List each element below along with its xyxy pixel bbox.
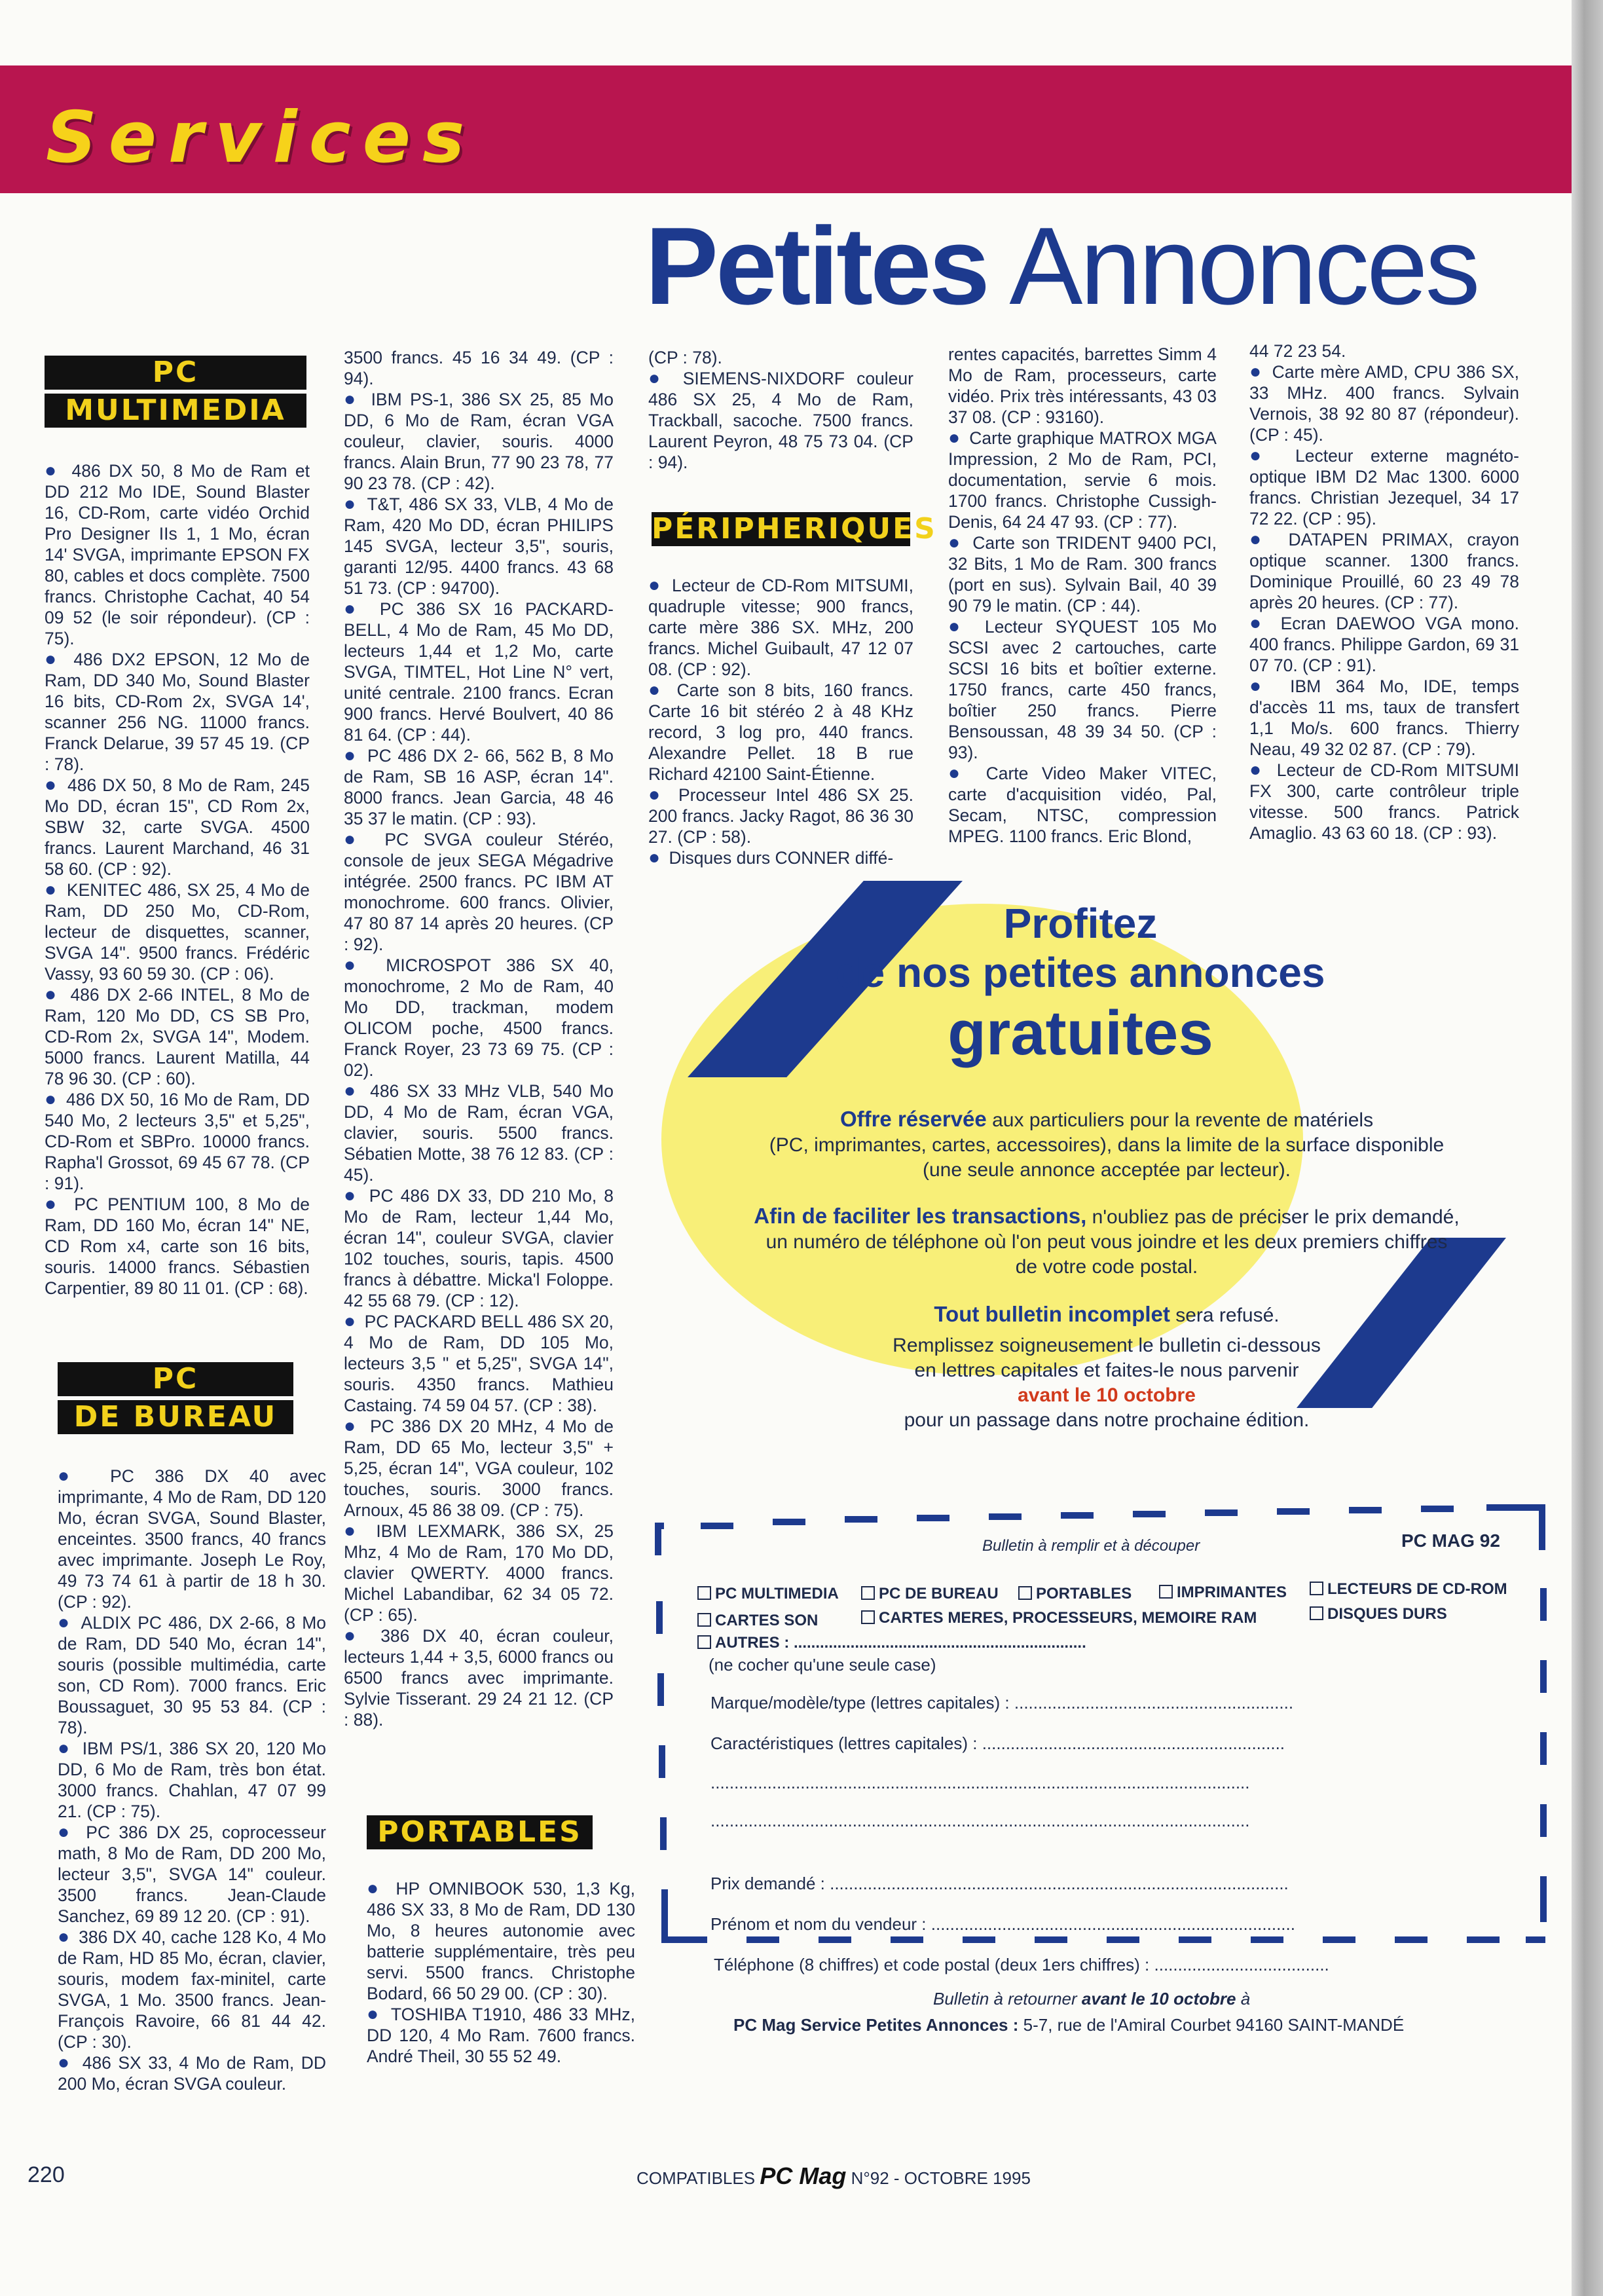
bullet-icon: ● — [58, 1926, 70, 1948]
ad-item: ● KENITEC 486, SX 25, 4 Mo de Ram, DD 250 Mo, CD-Rom, lecteur de disquettes, scanner, SVGA 14". 9500 francs. Frédéric Vassy, 93 60 59 30. (CP : 06). — [45, 879, 310, 984]
ad-item-continued: (CP : 78). — [648, 348, 722, 367]
ad-item: ● Carte son 8 bits, 160 francs. Carte 16 bit stéréo 2 à 48 KHz record, 3 log pro, 440 francs. Alexandre Pellet. 18 B rue Richard 42100 Saint-Étienne. — [648, 679, 913, 784]
field-caracteristiques-line2[interactable]: .................................................................................................................. — [710, 1773, 1250, 1792]
bullet-icon: ● — [648, 847, 661, 868]
checkbox-icon[interactable] — [1310, 1606, 1323, 1620]
coupon-border — [661, 1936, 707, 1943]
page-spine — [1572, 0, 1603, 2296]
coupon-border — [1526, 1936, 1545, 1943]
coupon-border — [660, 1817, 667, 1850]
bullet-icon: ● — [1249, 445, 1274, 466]
bullet-icon: ● — [58, 1465, 86, 1487]
bullet-icon: ● — [45, 879, 58, 900]
coupon-border — [1035, 1936, 1067, 1943]
bullet-icon: ● — [45, 648, 61, 670]
coupon-border — [1539, 1504, 1545, 1550]
bullet-icon: ● — [367, 1878, 383, 1899]
coupon-border — [1421, 1506, 1454, 1512]
ad-item: ● Lecteur de CD-Rom MITSUMI FX 300, carte contrôleur triple vitesse. 500 francs. Patrick Amaglio. 43 63 60 18. (CP : 93). — [1249, 759, 1519, 843]
coupon-border — [656, 1601, 663, 1634]
bullet-icon: ● — [344, 493, 358, 515]
ad-item: ● SIEMENS-NIXDORF couleur 486 SX 25, 4 Mo de Ram, Trackball, sacoche. 7500 francs. Laurent Peyron, 48 75 73 04. (CP : 94). — [648, 367, 913, 472]
checkbox-disques[interactable]: DISQUES DURS — [1310, 1605, 1447, 1623]
bullet-icon: ● — [344, 745, 358, 766]
bullet-icon: ● — [344, 1080, 359, 1102]
ad-item: ● PC PENTIUM 100, 8 Mo de Ram, DD 160 Mo, écran 14" NE, CD Rom x4, carte son 16 bits, souris. 14000 francs. Sébastien Carpentier, 89 80 11 01. (CP : 68). — [45, 1193, 310, 1298]
coupon-border — [1349, 1507, 1382, 1513]
column-5-peripheriques — [1249, 341, 1519, 843]
category-header-portables: PORTABLES — [367, 1815, 593, 1853]
ad-item: ● MICROSPOT 386 SX 40, monochrome, 2 Mo de Ram, 40 Mo DD, trackman, modem OLICOM poche, 4500 francs. Franck Royer, 23 73 69 75. (CP : 02). — [344, 954, 614, 1080]
bullet-icon: ● — [648, 784, 665, 805]
coupon-border — [963, 1936, 995, 1943]
coupon-border — [1540, 1732, 1547, 1765]
promo-headline-1: Profitez — [1003, 900, 1158, 947]
bullet-icon: ● — [648, 367, 667, 389]
checkbox-icon[interactable] — [697, 1613, 711, 1627]
field-telephone[interactable]: Téléphone (8 chiffres) et code postal (deux 1ers chiffres) : ..................................... — [714, 1955, 1329, 1974]
column-2-bureau-cont — [344, 347, 614, 1730]
coupon-border — [1277, 1508, 1310, 1515]
promo-headline-3: gratuites — [948, 998, 1213, 1068]
bullet-icon: ● — [45, 1193, 61, 1215]
ad-item: ● Carte mère AMD, CPU 386 SX, 33 MHz. 400 francs. Sylvain Vernois, 38 92 80 87 (répondeur). (CP : 45). — [1249, 361, 1519, 445]
column-1-bureau — [58, 1466, 326, 2094]
bullet-icon: ● — [344, 1310, 356, 1332]
ad-item: ● PC 486 DX 33, DD 210 Mo, 8 Mo de Ram, lecteur 1,44 Mo, écran 14", couleur SVGA, clavier 102 touches, souris, tapis. 4500 francs à débattre. Micka'l Foloppe. 42 55 68 79. (CP : 12). — [344, 1185, 614, 1310]
ad-item: ● IBM LEXMARK, 386 SX, 25 Mhz, 4 Mo de Ram, 170 Mo DD, clavier QWERTY. 4000 francs. Michel Labandibar, 62 34 05 72. (CP : 65). — [344, 1520, 614, 1625]
ad-item: ● TOSHIBA T1910, 486 33 MHz, DD 120, 4 Mo Ram. 7600 francs. André Theil, 30 55 52 49. — [367, 2003, 636, 2066]
column-4-peripheriques — [948, 344, 1217, 847]
coupon-border — [1467, 1936, 1500, 1943]
checkbox-icon[interactable] — [861, 1610, 875, 1624]
magazine-logo: PC Mag — [760, 2162, 847, 2189]
coupon-border — [1540, 1660, 1547, 1693]
coupon-border — [989, 1513, 1022, 1520]
coupon-border — [1061, 1512, 1094, 1519]
bullet-icon: ● — [45, 984, 60, 1005]
coupon-border — [917, 1515, 949, 1521]
bullet-icon: ● — [58, 2052, 72, 2073]
ad-item: ● PC 486 DX 2- 66, 562 B, 8 Mo de Ram, SB 16 ASP, écran 14". 8000 francs. Jean Garcia, 48 46 35 37 le matin. (CP : 93). — [344, 745, 614, 828]
field-vendeur[interactable]: Prénom et nom du vendeur : ............................................................................. — [710, 1914, 1295, 1934]
ad-item: ● Lecteur de CD-Rom MITSUMI, quadruple vitesse; 900 francs, carte mère 386 SX. MHz, 200 francs. Michel Guibault, 47 12 07 08. (CP : 92). — [648, 574, 913, 679]
ad-item: ● Processeur Intel 486 SX 25. 200 francs. Jacky Ragot, 86 36 30 27. (CP : 58). — [648, 784, 913, 847]
coupon-border — [657, 1673, 664, 1706]
checkbox-multimedia[interactable]: PC MULTIMEDIA — [697, 1585, 839, 1603]
bullet-icon: ● — [648, 574, 662, 596]
promo-incomplete-text: Tout bulletin incomplet sera refusé. — [934, 1302, 1280, 1326]
promo-instructions-text: Remplissez soigneusement le bulletin ci-dessous en lettres capitales et faites-le nous parvenir avant le 10 octobre pour un passage dans notre prochaine édition. — [893, 1335, 1321, 1431]
checkbox-autres[interactable]: AUTRES : ................................................................... — [697, 1634, 1086, 1652]
ad-item: ● IBM PS/1, 386 SX 20, 120 Mo DD, 6 Mo de Ram, très bon état. 3000 francs. Chahlan, 47 07 99 21. (CP : 75). — [58, 1737, 326, 1821]
promo-deadline: avant le 10 octobre — [1018, 1384, 1196, 1406]
ad-item: ● 486 SX 33, 4 Mo de Ram, DD 200 Mo, écran SVGA couleur. — [58, 2052, 326, 2094]
category-header-multimedia: PC MULTIMEDIA — [45, 356, 306, 432]
title-word-annonces: Annonces — [1009, 204, 1478, 327]
coupon-address: PC Mag Service Petites Annonces : 5-7, rue de l'Amiral Courbet 94160 SAINT-MANDÉ — [733, 2015, 1405, 2035]
column-1-multimedia — [45, 460, 310, 1299]
bullet-icon: ● — [45, 1088, 57, 1110]
checkbox-icon[interactable] — [1310, 1582, 1323, 1595]
category-header-peripheriques: PÉRIPHERIQUES — [652, 512, 937, 546]
ad-item: ● PC 386 SX 16 PACKARD-BELL, 4 Mo de Ram, 45 Mo DD, lecteurs 1,44 et 1,2 Mo, carte SVGA, TIMTEL, Hot Line N° vert, unité centrale. 2100 francs. Ecran 900 francs. Hervé Boulvert, 40 86 81 64. (CP : 44). — [344, 598, 614, 745]
bullet-icon: ● — [1249, 612, 1267, 634]
coupon-border — [1540, 1804, 1547, 1837]
ad-item: ● 486 DX 50, 16 Mo de Ram, DD 540 Mo, 2 lecteurs 3,5" et 5,25", CD-Rom et SBPro. 10000 francs. Rapha'l Grossot, 69 45 67 78. (CP : 91). — [45, 1088, 310, 1193]
bullet-icon: ● — [58, 1821, 74, 1843]
title-word-petites: Petites — [645, 204, 987, 327]
ad-item: ● Carte son TRIDENT 9400 PCI, 32 Bits, 1 Mo de Ram. 300 francs (port en sus). Sylvain Bail, 40 39 90 79 le matin. (CP : 44). — [948, 532, 1217, 616]
bullet-icon: ● — [45, 774, 58, 796]
bullet-icon: ● — [344, 1625, 364, 1646]
field-caracteristiques-line3[interactable]: .................................................................................................................. — [710, 1811, 1250, 1830]
ad-item: ● PC 386 DX 25, coprocesseur math, 8 Mo de Ram, DD 200 Mo, lecteur 3,5", SVGA 14" couleur. 3500 francs. Jean-Claude Sanchez, 69 89 12 20. (CP : 91). — [58, 1821, 326, 1926]
page-title — [645, 203, 1478, 329]
coupon-border — [1323, 1936, 1355, 1943]
bullet-icon: ● — [1249, 759, 1265, 781]
coupon-note: (ne cocher qu'une seule case) — [709, 1655, 936, 1675]
checkbox-cartes-son[interactable]: CARTES SON — [697, 1612, 818, 1630]
ad-item: ● Lecteur externe magnéto-optique IBM D2 Mac 1300. 6000 francs. Christian Jezequel, 34 17 72 22. (CP : 95). — [1249, 445, 1519, 528]
ad-item: ● IBM 364 Mo, IDE, temps d'accès 11 ms, taux de transfert 1,1 Mo/s. 600 francs. Thierry Neau, 49 32 02 87. (CP : 79). — [1249, 675, 1519, 759]
coupon-brand: PC MAG 92 — [1401, 1530, 1500, 1551]
ad-item: ● Disques durs CONNER diffé- — [648, 847, 894, 868]
ad-item: ● 386 DX 40, cache 128 Ko, 4 Mo de Ram, HD 85 Mo, écran, clavier, souris, modem fax-minitel, carte SVGA, 1 Mo. 3500 francs. Jean-François Ravoire, 66 81 44 42. (CP : 30). — [58, 1926, 326, 2052]
bullet-icon: ● — [344, 828, 366, 850]
bullet-icon: ● — [344, 388, 359, 410]
coupon-border — [1133, 1511, 1166, 1517]
coupon-border — [845, 1516, 877, 1523]
ad-item: ● 386 DX 40, écran couleur, lecteurs 1,44 + 3,5, 6000 francs ou 6500 francs avec imprimante. Sylvie Tisserant. 29 24 21 12. (CP : 88). — [344, 1625, 614, 1730]
bullet-icon: ● — [948, 762, 969, 784]
coupon-border — [1540, 1588, 1547, 1621]
checkbox-icon[interactable] — [697, 1635, 711, 1649]
coupon-border — [1179, 1936, 1211, 1943]
ad-item: ● PC PACKARD BELL 486 SX 20, 4 Mo de Ram, DD 105 Mo, lecteurs 3,5 " et 5,25", SVGA 14", souris. 4350 francs. Mathieu Castaing. 74 59 04 57. (CP : 38). — [344, 1310, 614, 1415]
category-header-bureau: PC DE BUREAU — [58, 1362, 293, 1438]
bullet-icon: ● — [58, 1737, 72, 1759]
ad-item: ● Carte Video Maker VITEC, carte d'acquisition vidéo, Pal, Secam, NTSC, compression MPEG. 1100 francs. Eric Blond, — [948, 762, 1217, 846]
checkbox-imprimantes[interactable]: IMPRIMANTES — [1159, 1583, 1287, 1602]
ad-item: ● PC 386 DX 40 avec imprimante, 4 Mo de Ram, DD 120 Mo, écran SVGA, Sound Blaster, enceintes. 3500 francs, 40 francs avec imprimante. Joseph Le Roy, 49 73 74 61 à partir de 18 h 30. (CP : 92). — [58, 1465, 326, 1612]
bullet-icon: ● — [344, 1520, 362, 1542]
bullet-icon: ● — [948, 532, 962, 553]
ad-item: ● 486 DX 50, 8 Mo de Ram, 245 Mo DD, écran 15", CD Rom 2x, SBW 32, carte SVGA. 4500 francs. Laurent Marchand, 46 31 58 60. (CP : 92). — [45, 774, 310, 879]
promo-transaction-text: Afin de faciliter les transactions, n'oubliez pas de préciser le prix demandé, un numéro de téléphone où l'on peut vous joindre et les deux premiers chiffres de votre code postal. — [754, 1204, 1460, 1278]
bullet-icon: ● — [344, 954, 367, 976]
coupon-border — [1540, 1876, 1547, 1922]
coupon-border — [1107, 1936, 1139, 1943]
ad-item: ● IBM PS-1, 386 SX 25, 85 Mo DD, 6 Mo de Ram, écran VGA couleur, clavier, souris. 4000 francs. Alain Brun, 77 90 23 78, 77 90 23 78. (CP : 42). — [344, 388, 614, 493]
field-caracteristiques[interactable]: Caractéristiques (lettres capitales) : ................................................................ — [710, 1733, 1285, 1753]
ad-item: ● Carte graphique MATROX MGA Impression, 2 Mo de Ram, PCI, documentation, servie 6 mois. 1700 francs. Christophe Cussigh-Denis, 64 24 47 93. (CP : 77). — [948, 427, 1217, 532]
ad-item: ● PC 386 DX 20 MHz, 4 Mo de Ram, DD 65 Mo, lecteur 3,5" + 5,25, écran 14", VGA couleur, 102 touches, souris. 3000 francs. Arnoux, 45 86 38 09. (CP : 75). — [344, 1415, 614, 1520]
ad-item: ● T&T, 486 SX 33, VLB, 4 Mo de Ram, 420 Mo DD, écran PHILIPS 145 SVGA, lecteur 3,5", souris, garanti 12/95. 4400 francs. 43 68 51 73. (CP : 94700). — [344, 493, 614, 598]
bullet-icon: ● — [367, 2003, 381, 2025]
order-coupon — [655, 1503, 1549, 1974]
field-prix[interactable]: Prix demandé : ................................................................................................. — [710, 1874, 1289, 1893]
bullet-icon: ● — [1249, 361, 1262, 382]
field-marque[interactable]: Marque/modèle/type (lettres capitales) : ........................................................... — [710, 1693, 1294, 1713]
coupon-border — [1251, 1936, 1283, 1943]
ad-item: ● DATAPEN PRIMAX, crayon optique scanner. 1300 francs. Dominique Prouillé, 60 23 49 78 après 20 heures. (CP : 77). — [1249, 528, 1519, 612]
coupon-border — [891, 1936, 923, 1943]
ad-item: ● 486 DX 50, 8 Mo de Ram et DD 212 Mo IDE, Sound Blaster 16, CD-Rom, carte vidéo Orchid Pro Designer IIs 1, 1 Mo, écran 14' SVGA, imprimante EPSON FX 80, cables et docs complète. 7500 francs. Christophe Cachat, 40 54 09 52 (le soir répondeur). (CP : 75). — [45, 460, 310, 648]
coupon-title: Bulletin à remplir et à découper — [982, 1537, 1200, 1555]
column-3-portables-cont — [648, 347, 913, 473]
bullet-icon: ● — [58, 1612, 71, 1633]
checkbox-bureau[interactable]: PC DE BUREAU — [861, 1585, 999, 1603]
coupon-return-line: Bulletin à retourner avant le 10 octobre à — [933, 1989, 1251, 2009]
promo-headline-2: de nos petites annonces — [836, 949, 1325, 996]
bullet-icon: ● — [344, 1415, 359, 1437]
checkbox-icon[interactable] — [1018, 1586, 1032, 1600]
promo-offer-text: Offre réservée aux particuliers pour la revente de matériels (PC, imprimantes, cartes, accessoires), dans la limite de la surface disponible (une seule annonce acceptée par lecteur). — [769, 1107, 1445, 1181]
bullet-icon: ● — [948, 616, 968, 637]
bullet-icon: ● — [1249, 528, 1271, 550]
coupon-border — [655, 1523, 661, 1555]
ad-item-continued: 44 72 23 54. — [1249, 341, 1346, 361]
bullet-icon: ● — [45, 460, 60, 481]
bullet-icon: ● — [344, 1185, 358, 1206]
ad-item: ● Ecran DAEWOO VGA mono. 400 francs. Philippe Gardon, 69 31 07 70. (CP : 91). — [1249, 612, 1519, 675]
bullet-icon: ● — [344, 598, 363, 620]
checkbox-icon[interactable] — [861, 1586, 875, 1600]
checkbox-icon[interactable] — [1159, 1585, 1173, 1599]
checkbox-cartes-meres[interactable]: CARTES MERES, PROCESSEURS, MEMOIRE RAM — [861, 1609, 1257, 1627]
ad-item: ● 486 DX2 EPSON, 12 Mo de Ram, DD 340 Mo, Sound Blaster 16 bits, CD-Rom 2x, SVGA 14', scanner 256 NG. 11000 francs. Franck Delarue, 39 57 45 19. (CP : 78). — [45, 648, 310, 774]
coupon-border — [659, 1745, 665, 1778]
coupon-border — [773, 1519, 805, 1525]
column-2-portables — [367, 1878, 635, 2067]
checkbox-icon[interactable] — [697, 1586, 711, 1600]
coupon-border — [701, 1523, 733, 1529]
coupon-border — [819, 1936, 851, 1943]
bullet-icon: ● — [1249, 675, 1272, 697]
coupon-border — [746, 1936, 779, 1943]
ad-item: ● 486 DX 2-66 INTEL, 8 Mo de Ram, 120 Mo DD, CS SB Pro, CD-Rom 2x, SVGA 14", Modem. 5000 francs. Laurent Matilla, 44 78 96 30. (CP : 60). — [45, 984, 310, 1088]
coupon-border — [1486, 1504, 1545, 1511]
column-3-peripheriques — [648, 575, 913, 868]
ad-item: ● 486 SX 33 MHz VLB, 540 Mo DD, 4 Mo de Ram, écran VGA, clavier, souris. 5500 francs. Sébatien Motte, 38 76 12 83. (CP : 45). — [344, 1080, 614, 1185]
ad-item-continued: rentes capacités, barrettes Simm 4 Mo de Ram, processeurs, carte vidéo. Prix très intéressants, 43 03 37 08. (CP : 93160). — [948, 344, 1217, 427]
page-number: 220 — [28, 2162, 65, 2187]
coupon-border — [1395, 1936, 1428, 1943]
coupon-border — [1205, 1509, 1238, 1516]
bullet-icon: ● — [648, 679, 665, 701]
footer-magazine-credit: COMPATIBLES PC Mag N°92 - OCTOBRE 1995 — [636, 2162, 1031, 2189]
checkbox-portables[interactable]: PORTABLES — [1018, 1585, 1132, 1603]
ad-item: ● ALDIX PC 486, DX 2-66, 8 Mo de Ram, DD 540 Mo, écran 14", souris (possible multimédia, carte son, CD Rom). 7000 francs. Eric Boussaguet, 30 95 53 84. (CP : 78). — [58, 1612, 327, 1737]
ad-item: ● PC SVGA couleur Stéréo, console de jeux SEGA Mégadrive intégrée. 2500 francs. PC IBM AT monochrome. 600 francs. Olivier, 47 80 87 14 après 20 heures. (CP : 92). — [344, 828, 614, 954]
bullet-icon: ● — [948, 427, 961, 449]
section-title: Services — [46, 97, 477, 179]
ad-item: ● HP OMNIBOOK 530, 1,3 Kg, 486 SX 33, 8 Mo de Ram, DD 130 Mo, 8 heures autonomie avec batterie supplémentaire, très peu servi. 5500 francs. Christophe Bodard, 66 50 29 00. (CP : 30). — [367, 1878, 635, 2003]
ad-item-continued: 3500 francs. 45 16 34 49. (CP : 94). — [344, 348, 614, 388]
checkbox-cdrom[interactable]: LECTEURS DE CD-ROM — [1310, 1580, 1507, 1599]
coupon-border — [661, 1889, 668, 1942]
ad-item: ● Lecteur SYQUEST 105 Mo SCSI avec 2 cartouches, carte SCSI 16 bits et boîtier externe. 1750 francs, carte 450 francs, boîtier 250 francs. Pierre Bensoussan, 48 39 34 50. (CP : 93). — [948, 616, 1217, 762]
